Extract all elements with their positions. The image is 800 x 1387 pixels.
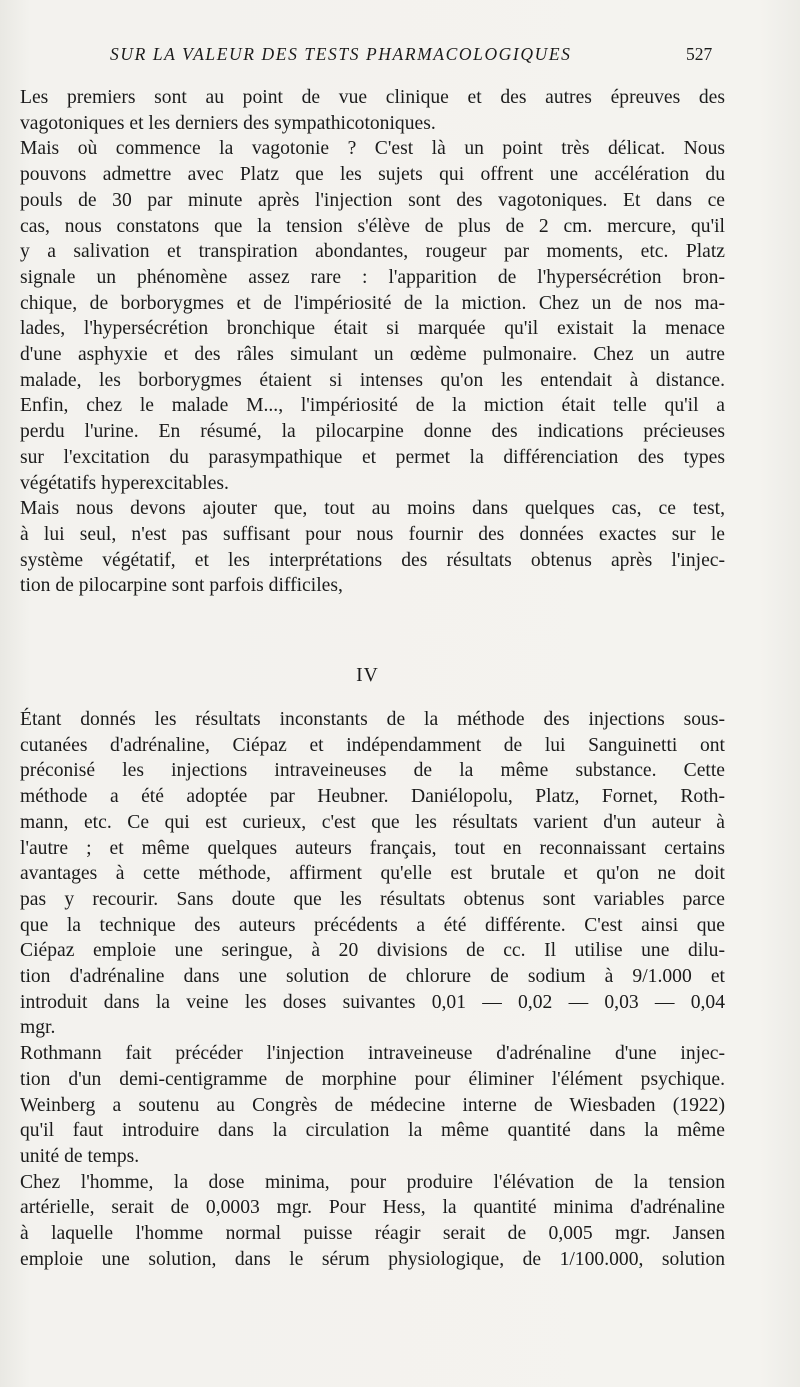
text-line: qu'il faut introduire dans la circulation la même quantité dans la même (20, 1120, 725, 1142)
text-line: système végétatif, et les interprétations des résultats obtenus après l'injec- (20, 549, 725, 571)
text-line: pas y recourir. Sans doute que les résultats obtenus sont variables parce (20, 888, 725, 910)
text-line: Rothmann fait précéder l'injection intraveineuse d'adrénaline d'une injec- (20, 1043, 725, 1065)
page-number: 527 (686, 44, 713, 64)
text-line: chique, de borborygmes et de l'impériosité de la miction. Chez un de nos ma- (20, 292, 725, 314)
section-4-text (20, 707, 725, 1272)
text-line: Mais où commence la vagotonie ? C'est là un point très délicat. Nous (20, 138, 725, 160)
text-line: lades, l'hypersécrétion bronchique était si marquée qu'il existait la menace (20, 318, 725, 340)
text-line: Mais nous devons ajouter que, tout au moins dans quelques cas, ce test, (20, 498, 725, 520)
text-line: artérielle, serait de 0,0003 mgr. Pour Hess, la quantité minima d'adrénaline (20, 1197, 725, 1219)
text-line: introduit dans la veine les doses suivantes 0,01 — 0,02 — 0,03 — 0,04 (20, 991, 725, 1013)
text-line: Chez l'homme, la dose minima, pour produire l'élévation de la tension (20, 1171, 725, 1193)
section-heading: IV (356, 665, 379, 686)
text-line: que la technique des auteurs précédents a été différente. C'est ainsi que (20, 914, 725, 936)
text-line: Weinberg a soutenu au Congrès de médecine interne de Wiesbaden (1922) (20, 1094, 725, 1116)
text-line: tion d'adrénaline dans une solution de chlorure de sodium à 9/1.000 et (20, 966, 725, 988)
text-line: mann, etc. Ce qui est curieux, c'est que les résultats varient d'un auteur à (20, 811, 725, 833)
text-line: Étant donnés les résultats inconstants de la méthode des injections sous- (20, 709, 725, 730)
text-line: Enfin, chez le malade M..., l'impériosité de la miction était telle qu'il a (20, 395, 725, 417)
text-line: l'autre ; et même quelques auteurs français, tout en reconnaissant certains (20, 837, 725, 859)
text-line: vagotoniques et les derniers des sympathicotoniques. (20, 112, 436, 134)
section-3-continuation (20, 85, 725, 599)
text-line: méthode a été adoptée par Heubner. Daniélopolu, Platz, Fornet, Roth- (20, 786, 725, 808)
text-line: cas, nous constatons que la tension s'élève de plus de 2 cm. mercure, qu'il (20, 215, 725, 237)
text-line: cutanées d'adrénaline, Ciépaz et indépendamment de lui Sanguinetti ont (20, 734, 725, 756)
text-line: tion de pilocarpine sont parfois difficiles, (20, 575, 343, 597)
text-line: Ciépaz emploie une seringue, à 20 divisions de cc. Il utilise une dilu- (20, 940, 725, 962)
text-line: avantages à cette méthode, affirment qu'elle est brutale et qu'on ne doit (20, 863, 725, 885)
text-line: signale un phénomène assez rare : l'apparition de l'hypersécrétion bron- (20, 266, 725, 288)
running-header (0, 44, 800, 74)
text-line: pouls de 30 par minute après l'injection sont des vagotoniques. Et dans ce (20, 189, 725, 211)
text-line: y a salivation et transpiration abondantes, rougeur par moments, etc. Platz (20, 241, 725, 263)
text-line: pouvons admettre avec Platz que les sujets qui offrent une accélération du (20, 164, 725, 186)
running-title: SUR LA VALEUR DES TESTS PHARMACOLOGIQUES (110, 44, 572, 64)
text-line: à lui seul, n'est pas suffisant pour nous fournir des données exactes sur le (20, 523, 725, 545)
text-line: d'une asphyxie et des râles simulant un œdème pulmonaire. Chez un autre (20, 344, 725, 366)
text-line: perdu l'urine. En résumé, la pilocarpine donne des indications précieuses (20, 421, 725, 443)
text-line: préconisé les injections intraveineuses de la même substance. Cette (20, 760, 725, 782)
text-line: Les premiers sont au point de vue clinique et des autres épreuves des (20, 87, 725, 108)
text-line: tion d'un demi-centigramme de morphine pour éliminer l'élément psychique. (20, 1068, 725, 1090)
text-line: mgr. (20, 1017, 56, 1039)
text-line: emploie une solution, dans le sérum physiologique, de 1/100.000, solution (20, 1248, 725, 1270)
text-line: malade, les borborygmes étaient si intenses qu'on les entendait à distance. (20, 369, 725, 391)
text-line: sur l'excitation du parasympathique et permet la différenciation des types (20, 446, 725, 468)
text-line: à laquelle l'homme normal puisse réagir serait de 0,005 mgr. Jansen (20, 1223, 725, 1245)
text-line: végétatifs hyperexcitables. (20, 472, 229, 494)
text-line: unité de temps. (20, 1145, 140, 1167)
